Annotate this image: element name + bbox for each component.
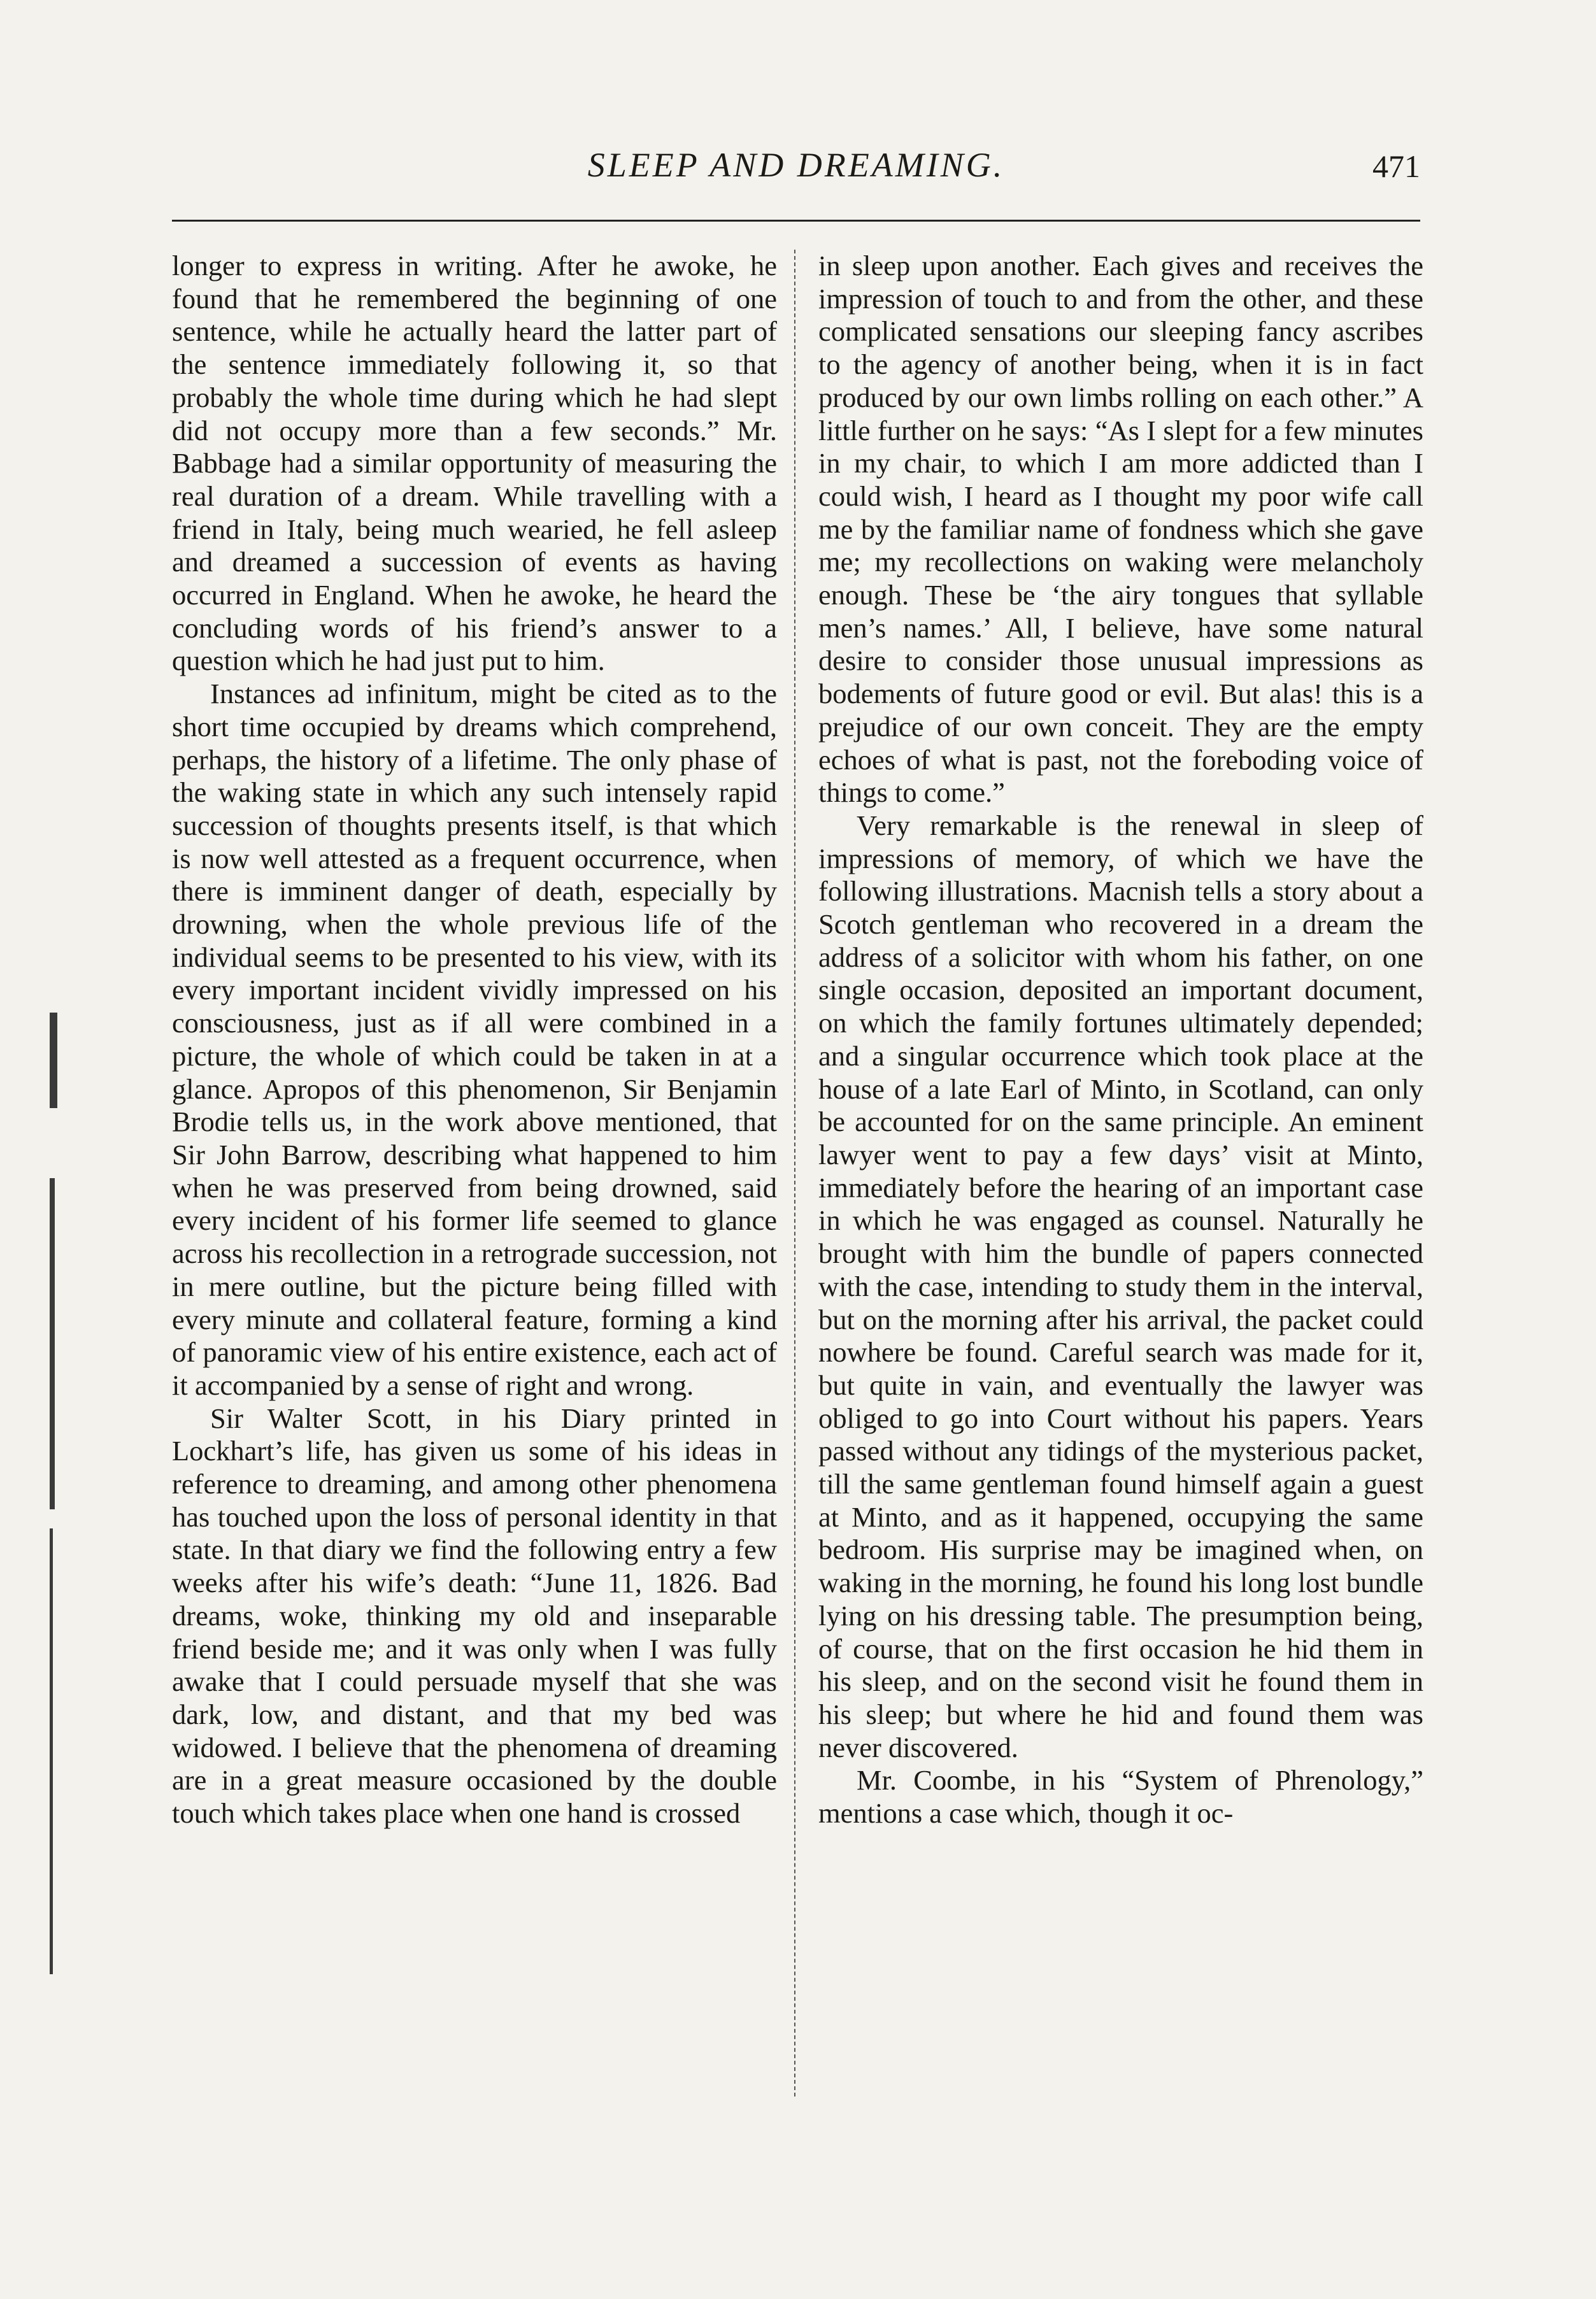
paragraph: Sir Walter Scott, in his Diary printed in Lockhart’s life, has given us some of his ideas in reference to dreaming, and among other phenomena has touched upon the loss of personal identity in that state. In that diary we find the following entry a few weeks after his wife’s death: “June 11, 1826. Bad dreams, woke, thinking my old and inseparable friend beside me; and it was only when I was fully awake that I could persuade myself that she was dark, low, and distant, and that my bed was widowed. I believe that the phenomena of dreaming are in a great measure occasioned by the double touch which takes place when one hand is crossed [172, 1402, 777, 1830]
binding-mark [50, 1013, 57, 1108]
paragraph: Mr. Coombe, in his “System of Phrenology,” mentions a case which, though it oc- [818, 1764, 1423, 1830]
left-column [172, 250, 777, 1830]
page-header [172, 145, 1420, 203]
column-divider [794, 250, 795, 2096]
page-number: 471 [1372, 148, 1420, 184]
binding-mark [50, 1528, 53, 1974]
header-rule [172, 220, 1420, 222]
binding-mark [50, 1178, 55, 1509]
paragraph: in sleep upon another. Each gives and receives the impression of touch to and from the other, and these complicated sensations our sleeping fancy ascribes to the agency of another being, when it is in fact produced by our own limbs rolling on each other.” A little further on he says: “As I slept for a few minutes in my chair, to which I am more addicted than I could wish, I heard as I thought my poor wife call me by the familiar name of fondness which she gave me; my recollections on waking were melancholy enough. These be ‘the airy tongues that syllable men’s names.’ All, I believe, have some natural desire to consider those unusual impressions as bodements of future good or evil. But alas! this is a prejudice of our own conceit. They are the empty echoes of what is past, not the foreboding voice of things to come.” [818, 250, 1423, 809]
paragraph: Very remarkable is the renewal in sleep of impressions of memory, of which we have the following illustrations. Macnish tells a story about a Scotch gentleman who recovered in a dream the address of a solicitor with whom his father, on one single occasion, deposited an important document, on which the family fortunes ultimately depended; and a singular occurrence which took place at the house of a late Earl of Minto, in Scotland, can only be accounted for on the same principle. An eminent lawyer went to pay a few days’ visit at Minto, immediately before the hearing of an important case in which he was engaged as counsel. Naturally he brought with him the bundle of papers connected with the case, intending to study them in the interval, but on the morning after his arrival, the packet could nowhere be found. Careful search was made for it, but quite in vain, and eventually the lawyer was obliged to go into Court without his papers. Years passed without any tidings of the mysterious packet, till the same gentleman found himself again a guest at Minto, and as it happened, occupying the same bedroom. His surprise may be imagined when, on waking in the morning, he found his long lost bundle lying on his dressing table. The presumption being, of course, that on the first occasion he hid them in his sleep, and on the second visit he found them in his sleep; but where he hid and found them was never discovered. [818, 809, 1423, 1763]
paragraph: longer to express in writing. After he awoke, he found that he remembered the beginning of one sentence, while he actually heard the latter part of the sentence immediately following it, so that probably the whole time during which he had slept did not occupy more than a few seconds.” Mr. Babbage had a similar opportunity of measuring the real duration of a dream. While travelling with a friend in Italy, being much wearied, he fell asleep and dreamed a succession of events as having occurred in England. When he awoke, he heard the concluding words of his friend’s answer to a question which he had just put to him. [172, 250, 777, 677]
right-column [818, 250, 1423, 1830]
paragraph: Instances ad infinitum, might be cited as to the short time occupied by dreams which comprehend, perhaps, the history of a lifetime. The only phase of the waking state in which any such intensely rapid succession of thoughts presents itself, is that which is now well attested as a frequent occurrence, when there is imminent danger of death, especially by drowning, when the whole previous life of the individual seems to be presented to his view, with its every important incident vividly impressed on his consciousness, just as if all were combined in a picture, the whole of which could be taken in at a glance. Apropos of this phenomenon, Sir Benjamin Brodie tells us, in the work above mentioned, that Sir John Barrow, describing what happened to him when he was preserved from being drowned, said every incident of his former life seemed to glance across his recollection in a retrograde succession, not in mere outline, but the picture being filled with every minute and collateral feature, forming a kind of panoramic view of his entire existence, each act of it accompanied by a sense of right and wrong. [172, 678, 777, 1401]
running-title: SLEEP AND DREAMING. [587, 146, 1005, 184]
